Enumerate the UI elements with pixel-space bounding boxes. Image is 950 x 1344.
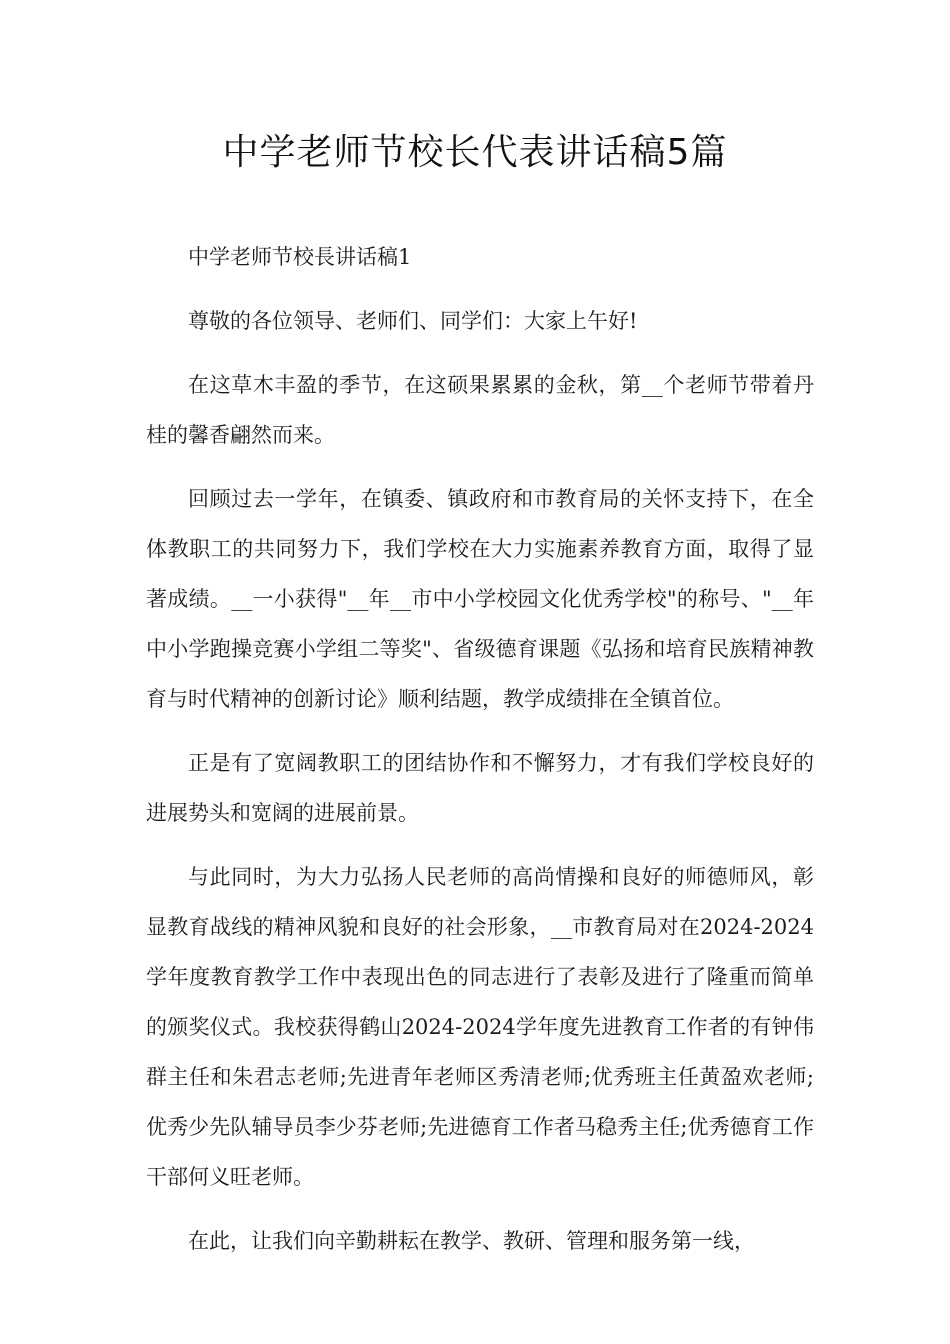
paragraph-greeting: 尊敬的各位领导、老师们、同学们：大家上午好! (188, 309, 638, 333)
paragraph-subtitle: 中学老师节校長讲话稿1 (188, 245, 412, 269)
document-title: 中学老师节校长代表讲话稿5篇 (222, 132, 728, 173)
document-body (146, 232, 814, 1280)
paragraph: 正是有了宽阔教职工的团结协作和不懈努力，才有我们学校良好的进展势头和宽阔的进展前景。 (146, 751, 814, 825)
paragraph: 与此同时，为大力弘扬人民老师的高尚情操和良好的师德师风，彰显教育战线的精神风貌和良好的社会形象，__市教育局对在2024-2024学年度教育教学工作中表现出色的同志进行了表彰及进行了隆重而简单的颁奖仪式。我校获得鹤山2024-2024学年度先进教育工作者的有钟伟群主任和朱君志老师;先进青年老师区秀清老师;优秀班主任黄盈欢老师;优秀少先队辅导员李少芬老师;先进德育工作者马稳秀主任;优秀德育工作干部何义旺老师。 (146, 865, 814, 1189)
paragraph: 在此，让我们向辛勤耕耘在教学、教研、管理和服务第一线， (188, 1229, 755, 1253)
paragraph: 回顾过去一学年，在镇委、镇政府和市教育局的关怀支持下，在全体教职工的共同努力下，我们学校在大力实施素养教育方面，取得了显著成绩。__一小获得"__年__市中小学校园文化优秀学校"的称号、"__年中小学跑操竞赛小学组二等奖"、省级德育课题《弘扬和培育民族精神教育与时代精神的创新讨论》顺利结题，教学成绩排在全镇首位。 (146, 487, 814, 711)
paragraph: 在这草木丰盈的季节，在这硕果累累的金秋，第__个老师节带着丹桂的馨香翩然而来。 (146, 373, 814, 447)
